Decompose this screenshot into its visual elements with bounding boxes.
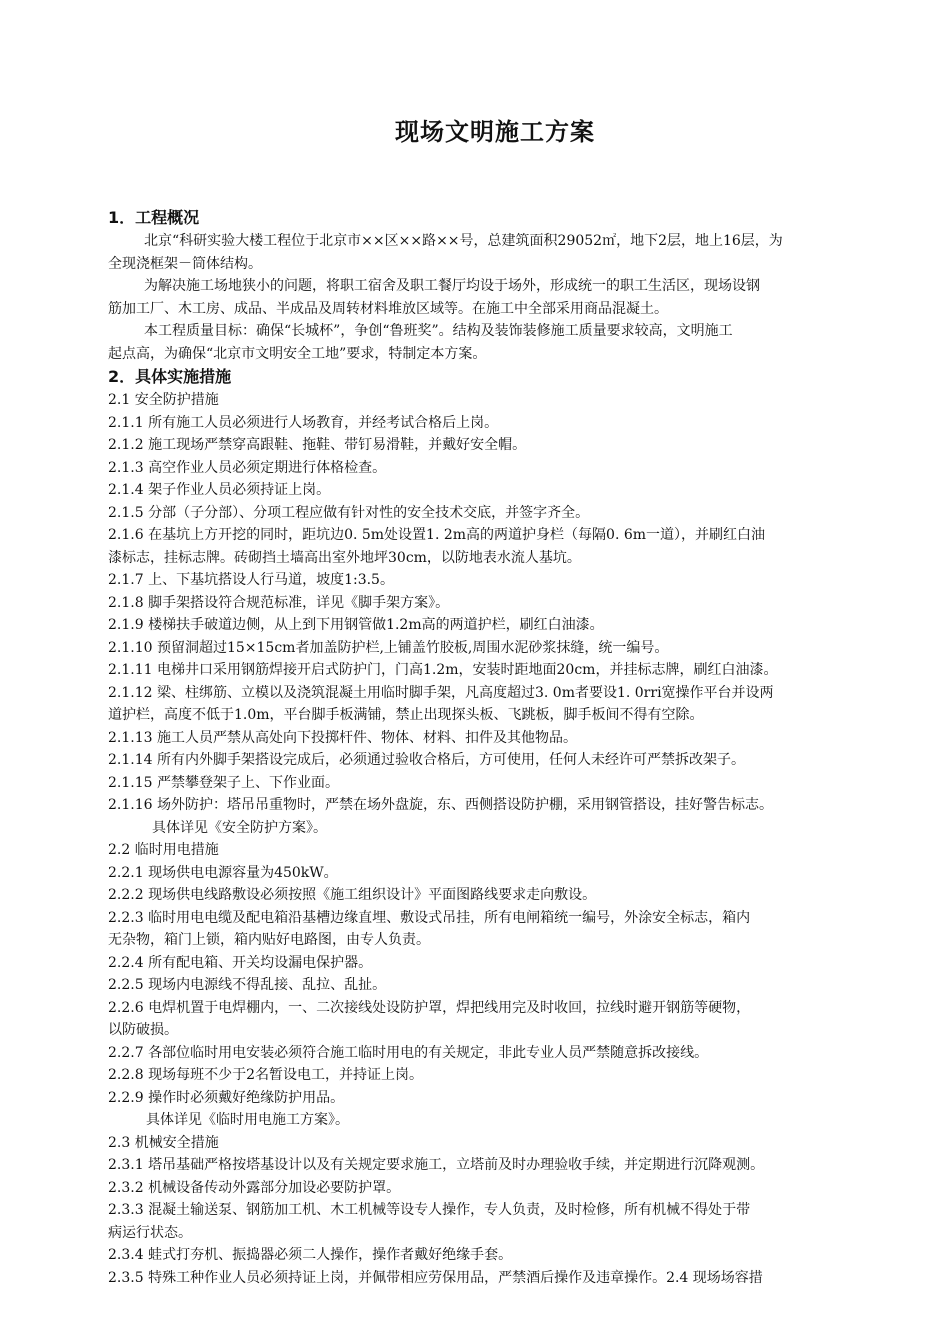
text-line: 2.2.3 临时用电电缆及配电箱沿基槽边缘直埋、敷设式吊挂，所有电闸箱统一编号，外涂安全标志，箱内	[108, 909, 751, 926]
text-line: 2.2.6 电焊机置于电焊棚内，一、二次接线处设防护罩，焊把线用完及时收回，拉线时避开钢筋等硬物，	[108, 999, 751, 1016]
text-line: 全现浇框架－筒体结构。	[108, 255, 262, 272]
text-line: 2.3.1 塔吊基础严格按塔基设计以及有关规定要求施工，立塔前及时办理验收手续，并定期进行沉降观测。	[108, 1157, 765, 1173]
text-line: 2.1.7 上、下基坑搭设人行马道，坡度1:3.5。	[108, 572, 394, 588]
text-line: 漆标志，挂标志牌。砖砌挡土墙高出室外地坪30cm，以防地表水流人基坑。	[108, 549, 581, 566]
text-line: 2.1.9 楼梯扶手破道边侧，从上到下用钢管做1.2m高的两道护栏，刷红白油漆。	[108, 617, 604, 633]
text-line: 2.1.2 施工现场严禁穿高跟鞋、拖鞋、带钉易滑鞋，并戴好安全帽。	[108, 437, 527, 453]
text-line: 2.3.5 特殊工种作业人员必须持证上岗，并佩带相应劳保用品，严禁酒后操作及违章操作。2.4 现场场容措	[108, 1269, 763, 1286]
text-line: 2.3.4 蛙式打夯机、振捣器必须二人操作，操作者戴好绝缘手套。	[108, 1247, 513, 1263]
text-line: 具体详见《安全防护方案》。	[152, 819, 327, 836]
text-line: 2.2.2 现场供电线路敷设必须按照《施工组织设计》平面图路线要求走向敷设。	[108, 887, 597, 903]
text-line: 起点高，为确保“北京市文明安全工地”要求，特制定本方案。	[108, 345, 487, 362]
text-line: 2.1.11 电梯井口采用钢筋焊接开启式防护门，门高1.2m，安装时距地面20cm，并挂标志牌，刷红白油漆。	[108, 662, 778, 678]
text-line: 筋加工厂、木工房、成品、半成品及周转材料堆放区域等。在施工中全部采用商品混凝土。	[108, 300, 668, 317]
text-line: 2.1.10 预留洞超过15×15cm者加盖防护栏,上铺盖竹胶板,周围水泥砂浆抹缝，统一编号。	[108, 639, 669, 656]
text-line: 2.1.16 场外防护：塔吊吊重物时，严禁在场外盘旋，东、西侧搭设防护棚，采用钢管搭设，挂好警告标志。	[108, 797, 773, 813]
text-line: 2.2.9 操作时必须戴好绝缘防护用品。	[108, 1089, 345, 1106]
text-line: 2.2.8 现场每班不少于2名暂设电工，并持证上岗。	[108, 1067, 423, 1083]
document-body	[108, 206, 886, 1289]
text-line: 具体详见《临时用电施工方案》。	[146, 1112, 349, 1128]
text-line: 2.1.14 所有内外脚手架搭设完成后，必须通过验收合格后，方可使用，任何人未经许可严禁拆改架子。	[108, 752, 745, 768]
text-line: 2.2.4 所有配电箱、开关均设漏电保护器。	[108, 954, 373, 971]
text-line: 2.1.3 高空作业人员必须定期进行体格检查。	[108, 459, 387, 476]
text-line: 无杂物，箱门上锁，箱内贴好电路图，由专人负责。	[108, 932, 430, 948]
text-line: 2.1.1 所有施工人员必须进行人场教育，并经考试合格后上岗。	[108, 414, 499, 431]
text-line: 2.1.12 梁、柱绑筋、立模以及浇筑混凝土用临时脚手架，凡高度超过3. 0m者要设1. 0rri宽操作平台并设两	[108, 684, 774, 701]
text-line: 2.2.7 各部位临时用电安装必须符合施工临时用电的有关规定，非此专业人员严禁随意拆改接线。	[108, 1044, 709, 1061]
section-heading: 1．工程概况	[108, 208, 200, 227]
text-line: 2.1.13 施工人员严禁从高处向下投掷杆件、物体、材料、扣件及其他物品。	[108, 729, 577, 746]
document-title: 现场文明施工方案	[395, 118, 595, 146]
text-line: 2.2.1 现场供电电源容量为450kW。	[108, 864, 338, 881]
text-line: 2.3.2 机械设备传动外露部分加设必要防护罩。	[108, 1179, 401, 1196]
text-line: 2.1.8 脚手架搭设符合规范标准，详见《脚手架方案》。	[108, 594, 450, 611]
text-line: 北京“科研实验大楼工程位于北京市××区××路××号，总建筑面积29052㎡，地下2层，地上16层，为	[144, 233, 783, 249]
text-line: 2.3 机械安全措施	[108, 1134, 219, 1151]
text-line: 以防破损。	[108, 1022, 178, 1038]
text-line: 2.1.6 在基坑上方开挖的同时，距坑边0. 5m处设置1. 2m高的两道护身栏（每隔0. 6m一道），并刷红白油	[108, 527, 766, 543]
text-line: 为解决施工场地狭小的问题，将职工宿舍及职工餐厅均设于场外，形成统一的职工生活区，现场设钢	[144, 278, 760, 294]
text-line: 2.2.5 现场内电源线不得乱接、乱拉、乱扯。	[108, 977, 387, 993]
section-heading: 2．具体实施措施	[108, 367, 232, 386]
text-line: 病运行状态。	[108, 1224, 192, 1241]
text-line: 道护栏，高度不低于1.0m，平台脚手板满铺，禁止出现探头板、飞跳板，脚手板间不得有空除。	[108, 707, 704, 723]
text-line: 2.1.15 严禁攀登架子上、下作业面。	[108, 774, 339, 791]
text-line: 2.1.4 架子作业人员必须持证上岗。	[108, 482, 331, 498]
text-line: 2.1.5 分部（子分部）、分项工程应做有针对性的安全技术交底，并签字齐全。	[108, 504, 590, 521]
text-line: 2.1 安全防护措施	[108, 392, 219, 408]
text-line: 本工程质量目标：确保“长城杯”，争创“鲁班奖”。结构及装饰装修施工质量要求较高，文明施工	[144, 323, 733, 339]
text-line: 2.2 临时用电措施	[108, 842, 219, 858]
text-line: 2.3.3 混凝土输送泵、钢筋加工机、木工机械等设专人操作，专人负责，及时检修，所有机械不得处于带	[108, 1202, 751, 1218]
